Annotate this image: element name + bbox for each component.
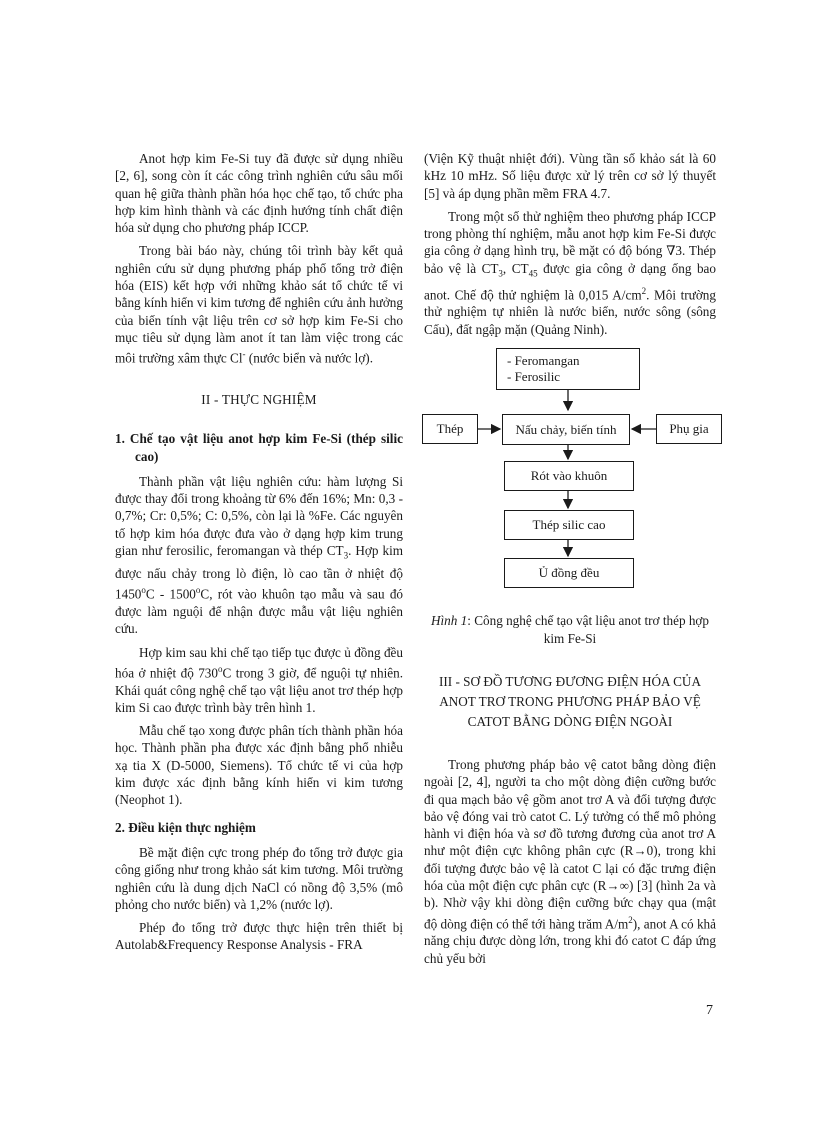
paragraph: (Viện Kỹ thuật nhiệt đới). Vùng tần số khảo sát là 60 kHz 10 mHz. Số liệu được xử lý trên cơ sở lý thuyết [5] và áp dụng phần mềm FRA 4.7. bbox=[424, 151, 716, 201]
paragraph: Anot hợp kim Fe-Si tuy đã được sử dụng nhiều [2, 6], song còn ít các công trình nghiên cứu sâu mối quan hệ giữa thành phần hóa học chế tạo, tổ chức pha hợp kim hình thành và các định hướng tính chất điện hóa sử dụng cho phương pháp ICCP. bbox=[115, 151, 403, 236]
paragraph: Trong bài báo này, chúng tôi trình bày kết quả nghiên cứu sử dụng phương pháp phổ tổng trở điện hóa (EIS) kết hợp với những khảo sát tổ chức tế vi bằng kính hiển vi kim tương để nghiên cứu ảnh hưởng của biến tính vật liệu trên cơ sở hợp kim Fe-Si cho mục tiêu sử dụng làm anot ít tan làm việc trong các môi trường xâm thực Cl- (nước biển và nước lợ). bbox=[115, 243, 403, 366]
paragraph: Hợp kim sau khi chế tạo tiếp tục được ủ đồng đều hóa ở nhiệt độ 730$^o$C trong 3 giờ, để nguội tự nhiên. Khái quát công nghệ chế tạo vật liệu anot trơ thép hợp kim Si cao được trình bày trên hình 1. bbox=[115, 644, 403, 715]
paragraph: Mẫu chế tạo xong được phân tích thành phần hóa học. Thành phần pha được xác định bằng phổ nhiễu xạ tia X (D-5000, Siemens). Tổ chức tế vi của hợp kim được xác định bằng kính hiển vi kim tương (Neophot 1). bbox=[115, 723, 403, 808]
box-additive: Phụ gia bbox=[656, 414, 722, 444]
box-steel-input: Thép bbox=[422, 414, 478, 444]
left-column bbox=[115, 150, 403, 960]
right-column bbox=[424, 150, 716, 973]
box-casting: Rót vào khuôn bbox=[504, 461, 634, 491]
box-melting: Nấu chảy, biến tính bbox=[502, 414, 630, 445]
process-flow-diagram bbox=[422, 348, 722, 596]
box-annealing: Ủ đồng đều bbox=[504, 558, 634, 588]
subsection-heading: 2. Điều kiện thực nghiệm bbox=[115, 819, 256, 835]
paragraph: Phép đo tổng trở được thực hiện trên thiết bị Autolab&Frequency Response Analysis - FRA bbox=[115, 920, 403, 953]
paragraph: Thành phần vật liệu nghiên cứu: hàm lượng Si được thay đổi trong khoảng từ 6% đến 16%; Mn: 0,3 - 0,7%; Cr: 0,5%; C: 0,5%, còn lại là %Fe. Các nguyên tố hợp kim hóa được đưa vào ở dạng hợp kim trung gian như ferosilic, feromangan và thép $CT_3$. Hợp kim được nấu chảy trong lò điện, lò cao tần ở nhiệt độ 1450$^o$C - 1500$^o$C, rót vào khuôn tạo mẫu và sau đó được làm nguội để nhận được mẫu vật liệu nghiên cứu. bbox=[115, 473, 404, 637]
box-silicon-steel: Thép silic cao bbox=[504, 510, 634, 540]
section-heading: III - SƠ ĐỒ TƯƠNG ĐƯƠNG ĐIỆN HÓA CỦA ANOT TRƠ TRONG PHƯƠNG PHÁP BẢO VỆ CATOT BẰNG DÒNG ĐIỆN NGOÀI bbox=[439, 674, 701, 729]
section-heading: II - THỰC NGHIỆM bbox=[201, 391, 317, 407]
box-ferroalloys: - Feromangan - Ferosilic bbox=[496, 348, 640, 390]
paragraph: Trong một số thử nghiệm theo phương pháp ICCP trong phòng thí nghiệm, mẫu anot hợp kim Fe-Si được gia công ở dạng hình trụ, bề mặt có độ bóng ∇3. Thép bảo vệ là $CT_3$, $CT_{45}$ được gia công ở dạng ống bao anot. Chế độ thử nghiệm là 0,015 $A/cm^2$. Môi trường thử nghiệm tự nhiên là nước biển, nước sông (sông Cấu), đất ngập mặn (Quảng Ninh). bbox=[424, 208, 716, 337]
figure-caption: Hình 1: Công nghệ chế tạo vật liệu anot trơ thép hợp kim Fe-Si bbox=[430, 613, 709, 646]
paragraph: Trong phương pháp bảo vệ catot bằng dòng điện ngoài [2, 4], người ta cho một dòng điện cưỡng bước đi qua mạch bảo vệ gồm anot trơ A và đối tượng được bảo vệ đóng vai trò catot C. Lý tưởng có thể mô phỏng hành vi điện hóa và sơ đồ tương đương của anot trơ A như một điện cực không phân cực (R→0), trong khi đối tượng được bảo vệ là catot C lại có đặc trưng điện hóa của một điện cực phân cực (R→∞) [3] (hình 2a và b). Nhờ vậy khi dòng điện cưỡng bức chạy qua (mật độ dòng điện có thể tới hàng trăm $A/m^2$), anot A có khả năng chịu được dòng lớn, trong khi đó catot C đáp ứng chủ yếu bởi bbox=[424, 757, 716, 966]
page-number: 7 bbox=[706, 1003, 713, 1018]
paragraph: Bề mặt điện cực trong phép đo tổng trở được gia công giống như trong khảo sát kim tương. Môi trường nghiên cứu là dung dịch NaCl có nồng độ 3,5% (mô phỏng cho nước biển) và 1,2% (nước lợ). bbox=[115, 844, 403, 912]
subsection-heading: 1. Chế tạo vật liệu anot hợp kim Fe-Si (thép silic cao) bbox=[115, 431, 403, 464]
